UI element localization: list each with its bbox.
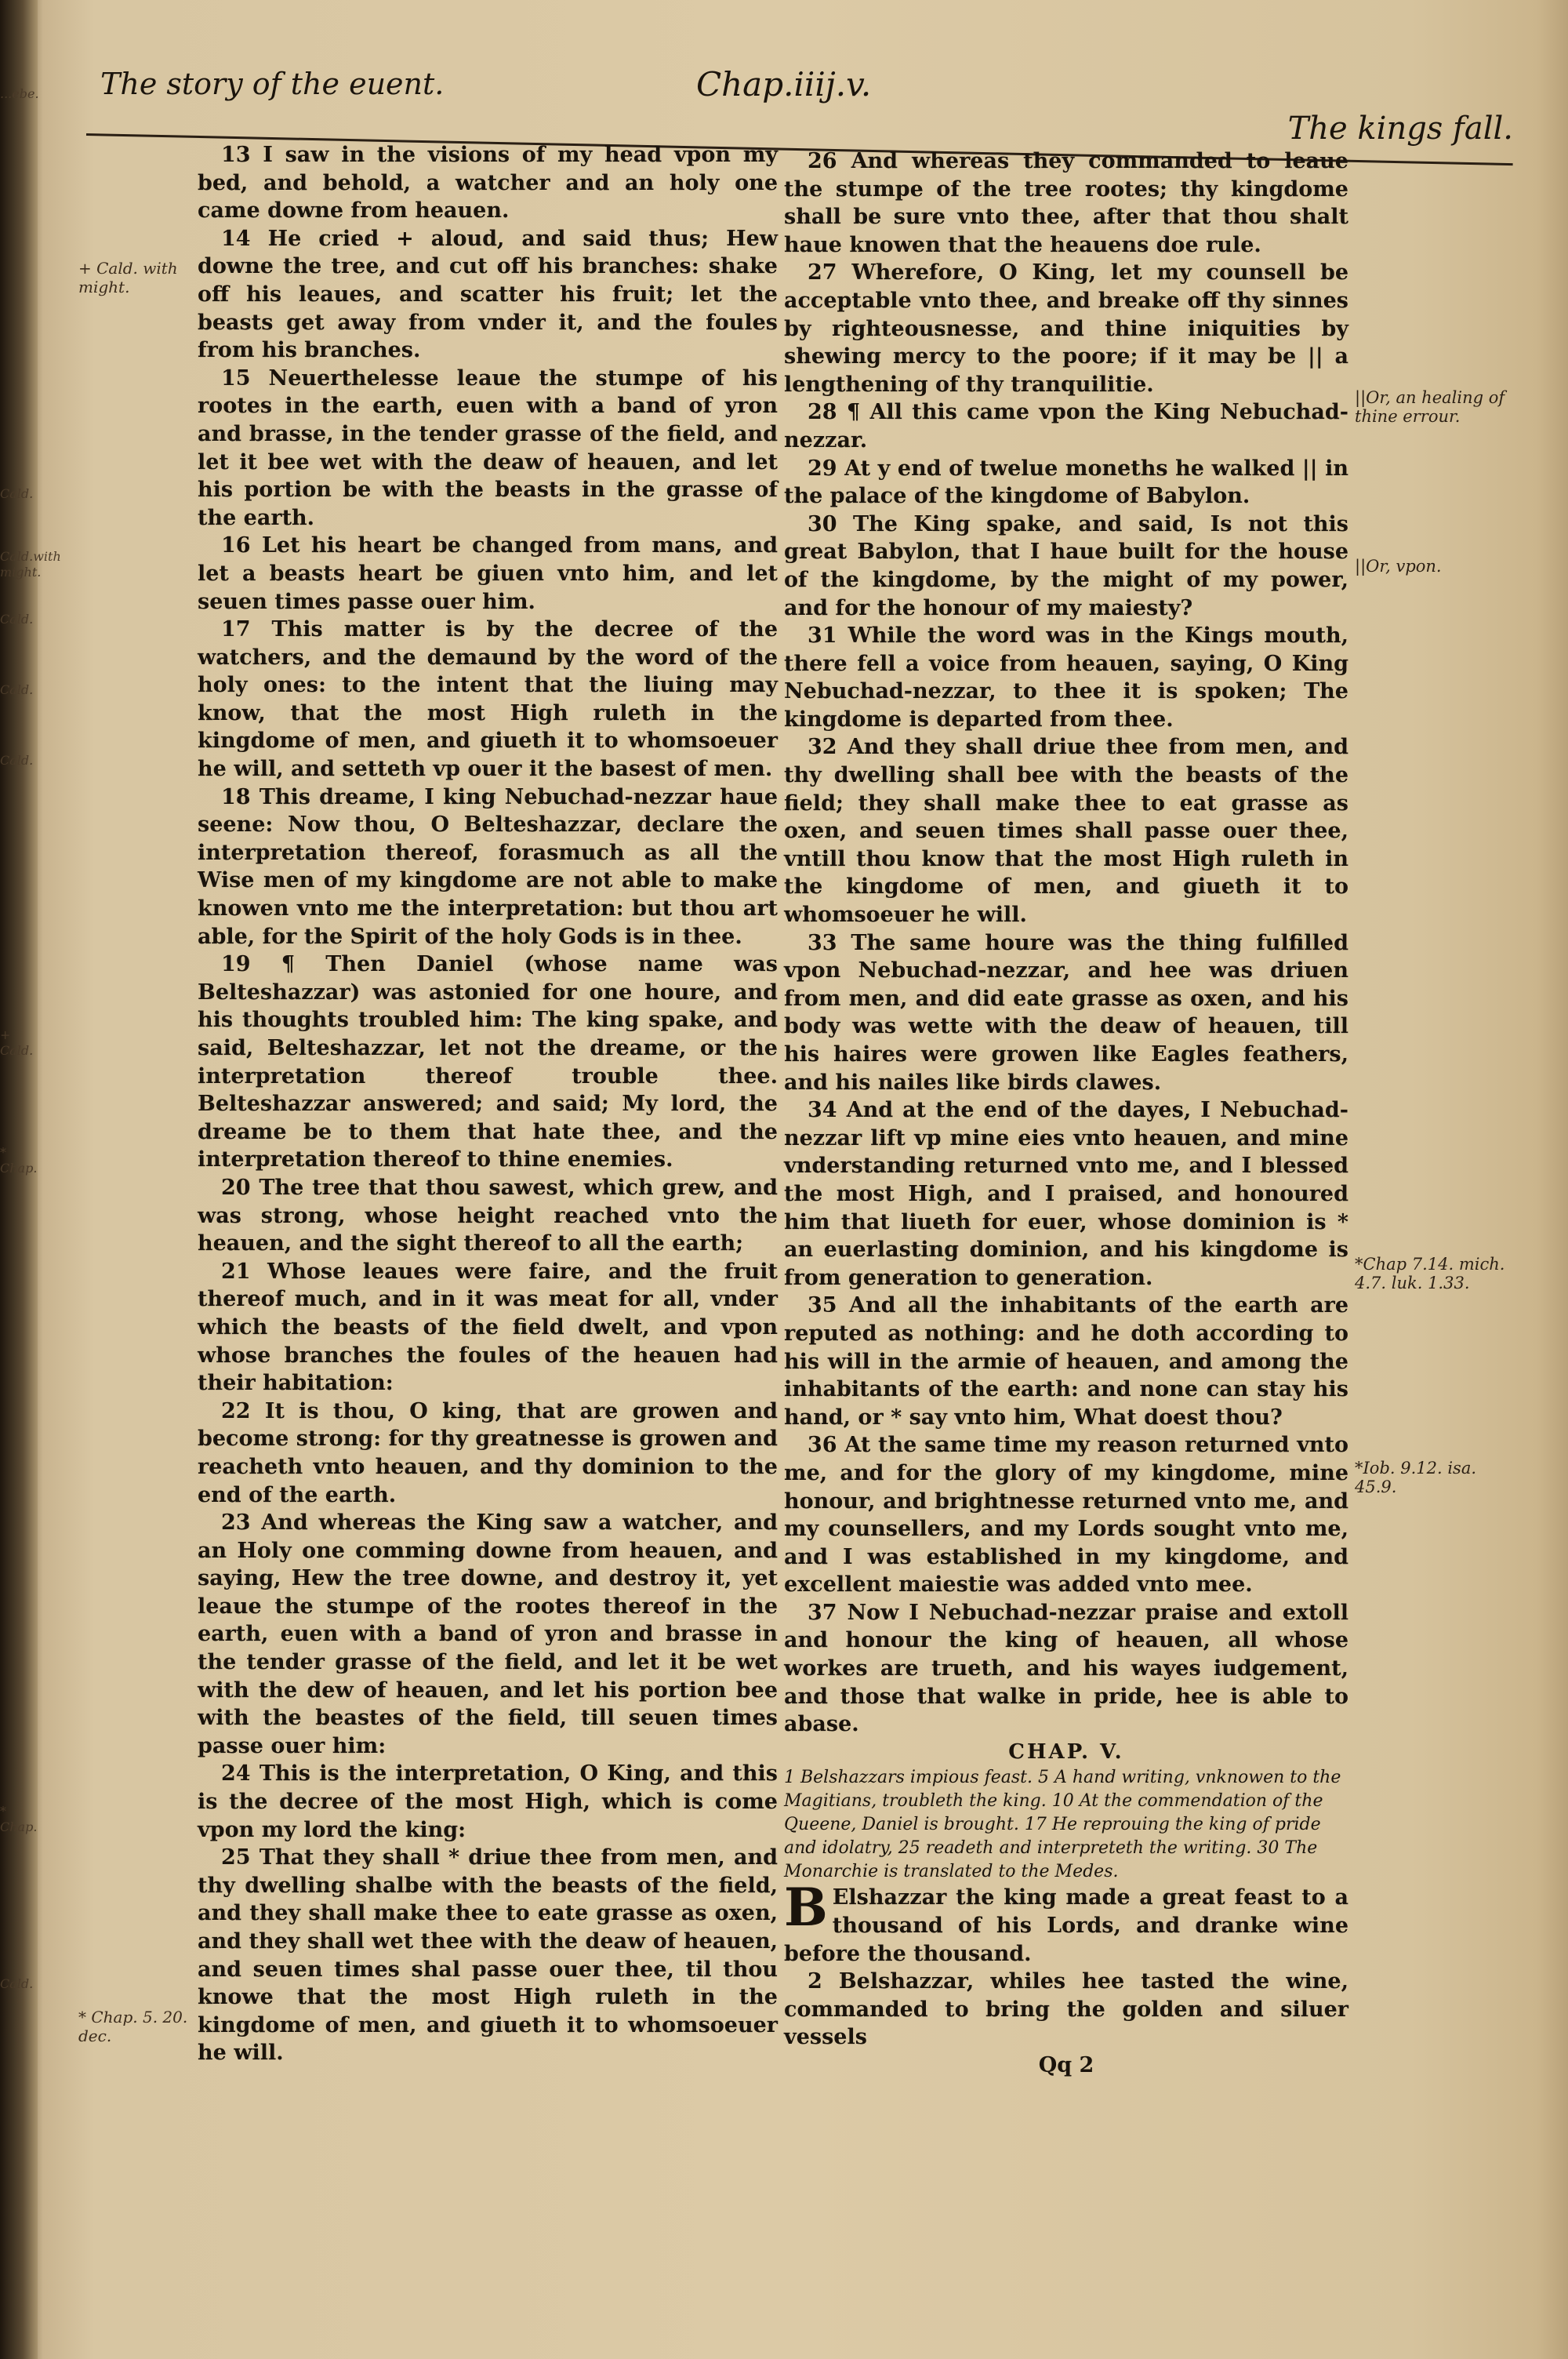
verse: 25 That they shall * driue thee from men, and thy dwelling shalbe with the beasts of the field, and they shall make thee to eate grasse as oxen, and they shall wet thee with the deaw of heauen, and seuen times shal passe ouer thee, til thou knowe that the most High ruleth in the kingdome of men, and giueth it to whomsoeuer he will.	[198, 1845, 778, 2066]
header-right: The kings fall.	[1287, 111, 1513, 147]
gutter-note: Cald.with might.	[0, 549, 61, 580]
right-marginal-note: ||Or, an healing of thine errour.	[1355, 388, 1505, 426]
verse: 20 The tree that thou sawest, which grew, and was strong, whose height reached vnto the heauen, and the sight thereof to all the earth;	[198, 1175, 778, 1256]
binding-gutter	[0, 0, 61, 2359]
verse: 33 The same houre was the thing fulfilled vpon Nebuchad-nezzar, and hee was driuen from men, and did eate grasse as oxen, and his body was wette with the deaw of heauen, till his haires were growen like Eagles feathers, and his nailes like birds clawes.	[784, 930, 1348, 1095]
chapter-heading: CHAP. V.	[1008, 1739, 1124, 1764]
verse: 18 This dreame, I king Nebuchad-nezzar haue seene: Now thou, O Belteshazzar, declare the interpretation thereof, forasmuch as all the Wise men of my kingdome are not able to make knowen vnto me the interpretation: but thou art able, for the Spirit of the holy Gods is in thee.	[198, 784, 778, 949]
left-marginal-note: * Chap. 5. 20. dec.	[78, 2008, 188, 2045]
signature-mark: Qq 2	[1038, 2053, 1094, 2077]
header-center: Chap.iiij.v.	[696, 65, 872, 104]
verse: 15 Neuerthelesse leaue the stumpe of his rootes in the earth, euen with a band of yron and brasse, in the tender grasse of the field, and let it bee wet with the deaw of heauen, and let his portion be with the beasts in the grasse of the earth.	[198, 365, 778, 530]
verse: 29 At y end of twelue moneths he walked || in the palace of the kingdome of Babylon.	[784, 456, 1348, 509]
verse: 17 This matter is by the decree of the watchers, and the demaund by the word of the holy ones: to the intent that the liuing may know, that the most High ruleth in the kingdome of men, and giueth it to whomsoeuer he will, and setteth vp ouer it the basest of men.	[198, 617, 778, 782]
gutter-note: Cald.	[0, 682, 34, 697]
verse: 16 Let his heart be changed from mans, and let a beasts heart be giuen vnto him, and let seuen times passe ouer him.	[198, 533, 778, 614]
verse: 34 And at the end of the dayes, I Nebuchad-nezzar lift vp mine eies vnto heauen, and mine vnderstanding returned vnto me, and I blessed the most High, and I praised, and honoured him that liueth for euer, whose dominion is * an euerlasting dominion, and his kingdome is from generation to generation.	[784, 1098, 1349, 1290]
left-column	[198, 141, 778, 2067]
right-marginal-note: *Chap 7.14. mich. 4.7. luk. 1.33.	[1355, 1255, 1505, 1292]
verse: 32 And they shall driue thee from men, and thy dwelling shall bee with the beasts of the field; they shall make thee to eat grasse as oxen, and seuen times shall passe ouer thee, vntill thou know that the most High ruleth in the kingdome of men, and giueth it to whomsoeuer he will.	[784, 735, 1348, 928]
verse: 28 ¶ All this came vpon the King Nebuchad-nezzar.	[784, 400, 1348, 453]
verse: B Elshazzar the king made a great feast to a thousand of his Lords, and dranke wine before the thousand.	[784, 1877, 1348, 1966]
right-marginal-note: *Iob. 9.12. isa. 45.9.	[1355, 1459, 1477, 1496]
verse: 35 And all the inhabitants of the earth are reputed as nothing: and he doth according to his will in the armie of heauen, and among the inhabitants of the earth: and none can stay his hand, or * say vnto him, What doest thou?	[784, 1293, 1348, 1430]
verse: 21 Whose leaues were faire, and the fruit thereof much, and in it was meat for all, vnder which the beasts of the field dwelt, and vpon whose branches the foules of the heauen had their habitation:	[198, 1259, 779, 1396]
verse: 14 He cried + aloud, and said thus; Hew downe the tree, and cut off his branches: shake off his leaues, and scatter his fruit; let the beasts get away from vnder it, and the foules from his branches.	[198, 226, 778, 363]
gutter-note: Cald.	[0, 486, 34, 501]
verse: 2 Belshazzar, whiles hee tasted the wine, commanded to bring the golden and siluer vessels	[784, 1969, 1348, 2050]
verse: 22 It is thou, O king, that are growen and become strong: for thy greatnesse is growen and reacheth vnto heauen, and thy dominion to the end of the earth.	[198, 1398, 778, 1507]
verse: 19 ¶ Then Daniel (whose name was Belteshazzar) was astonied for one houre, and his thoughts troubled him: The king spake, and said, Belteshazzar, let not the dreame, or the interpretation thereof trouble thee. Belteshazzar answered; and said; My lord, the dreame be to them that hate thee, and the interpretation thereof to thine enemies.	[198, 952, 778, 1172]
left-marginal-note: + Cald. with might.	[78, 259, 178, 296]
right-column	[784, 147, 1348, 2080]
gutter-note: * Chap.	[0, 1804, 38, 1834]
running-header	[100, 51, 1521, 147]
verse: 36 At the same time my reason returned vnto me, and for the glory of my kingdome, mine honour, and brightnesse returned vnto me, and my counsellers, and my Lords sought vnto me, and I was established in my kingdome, and excellent maiestie was added vnto mee.	[784, 1433, 1349, 1598]
verse: 13 I saw in the visions of my head vpon my bed, and behold, a watcher and an holy one came downe from heauen.	[198, 143, 779, 224]
verse: 23 And whereas the King saw a watcher, and an Holy one comming downe from heauen, and saying, Hew the tree downe, and destroy it, yet leaue the stumpe of the rootes thereof in the earth, euen with a band of yron and brasse in the tender grasse of the field, and let it be wet with the dew of heauen, and let his portion bee with the beastes of the field, till seuen times passe ouer him:	[198, 1510, 778, 1758]
verse: 27 Wherefore, O King, let my counsell be acceptable vnto thee, and breake off thy sinnes by righteousnesse, and thine iniquities by shewing mercy to the poore; if it may be || a lengthening of thy tranquilitie.	[784, 260, 1349, 397]
verse: 30 The King spake, and said, Is not this great Babylon, that I haue built for the house of the kingdome, by the might of my power, and for the honour of my maiesty?	[784, 511, 1348, 620]
chapter-summary: 1 Belshazzars impious feast. 5 A hand writing, vnknowen to the Magitians, troubleth the king. 10 At the commendation of the Queene, Daniel is brought. 17 He reprouing the king of pride and idolatry, 25 readeth and interpreteth the writing. 30 The Monarchie is translated to the Medes.	[784, 1768, 1341, 1882]
gutter-note: + Cald.	[0, 1027, 34, 1058]
verse: 37 Now I Nebuchad-nezzar praise and extoll and honour the king of heauen, all whose workes are trueth, and his wayes iudgement, and those that walke in pride, hee is able to abase.	[784, 1600, 1348, 1737]
verse: 24 This is the interpretation, O King, and this is the decree of the most High, which is come vpon my lord the king:	[198, 1761, 778, 1842]
drop-cap: B	[784, 1877, 828, 1939]
gutter-note: Cald.	[0, 612, 34, 627]
gutter-note: ...ebe.	[0, 86, 39, 101]
right-marginal-note: ||Or, vpon.	[1355, 557, 1442, 576]
verse: 31 While the word was in the Kings mouth, there fell a voice from heauen, saying, O King Nebuchad-nezzar, to thee it is spoken; The kingdome is departed from thee.	[784, 623, 1348, 732]
gutter-note: Cald.	[0, 1976, 34, 1991]
gutter-note: * Chap.	[0, 1145, 38, 1176]
gutter-note: Cald.	[0, 753, 34, 768]
header-left: The story of the euent.	[100, 67, 445, 101]
verse: 26 And whereas they commanded to leaue the stumpe of the tree rootes; thy kingdome shall be sure vnto thee, after that thou shalt haue knowen that the heauens doe rule.	[784, 149, 1348, 257]
